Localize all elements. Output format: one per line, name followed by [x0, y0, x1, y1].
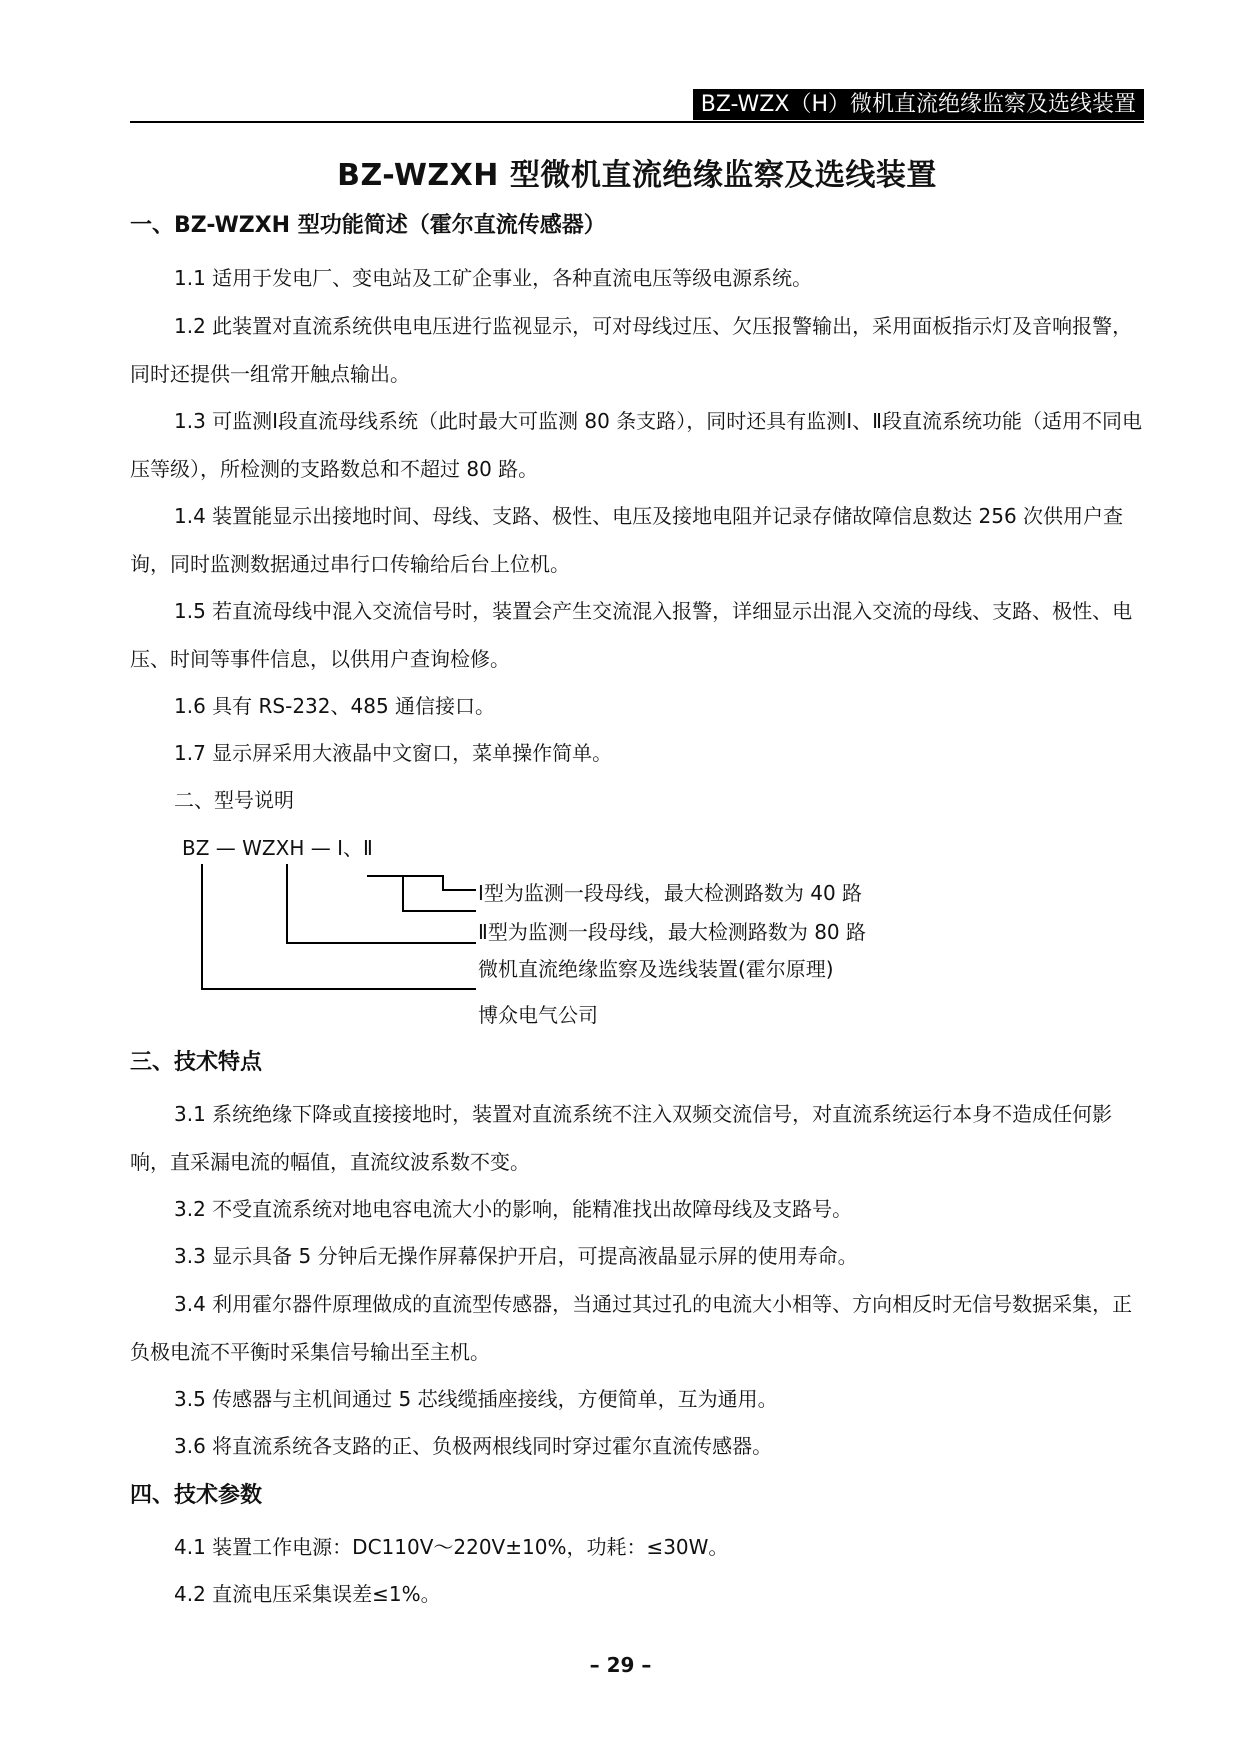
- paragraph-1-2: 1.2 此装置对直流系统供电电压进行监视显示，可对母线过压、欠压报警输出，采用面板指示灯及音响报警，同时还提供一组常开触点输出。: [130, 314, 1133, 386]
- paragraph-3-2: 3.2 不受直流系统对地电容电流大小的影响，能精准找出故障母线及支路号。: [174, 1197, 853, 1221]
- paragraph-3-3: 3.3 显示具备 5 分钟后无操作屏幕保护开启，可提高液晶显示屏的使用寿命。: [174, 1244, 858, 1268]
- leader-type-1: [442, 889, 476, 891]
- section-3-heading: 三、技术特点: [130, 1050, 263, 1075]
- paragraph-1-5: 1.5 若直流母线中混入交流信号时，装置会产生交流混入报警，详细显示出混入交流的母线、支路、极性、电压、时间等事件信息，以供用户查询检修。: [130, 599, 1133, 671]
- paragraph-3-4: 3.4 利用霍尔器件原理做成的直流型传感器，当通过其过孔的电流大小相等、方向相反时无信号数据采集，正负极电流不平衡时采集信号输出至主机。: [130, 1292, 1133, 1364]
- section-4-heading: 四、技术参数: [130, 1483, 263, 1508]
- document-title: BZ-WZXH 型微机直流绝缘监察及选线装置: [337, 158, 937, 193]
- section-1-heading: 一、BZ-WZXH 型功能简述（霍尔直流传感器）: [130, 213, 606, 238]
- paragraph-1-6: 1.6 具有 RS-232、485 通信接口。: [174, 694, 496, 718]
- label-device-name: 微机直流绝缘监察及选线装置(霍尔原理): [478, 957, 834, 981]
- leader-bz-vertical: [201, 864, 203, 989]
- paragraph-1-1: 1.1 适用于发电厂、变电站及工矿企事业，各种直流电压等级电源系统。: [174, 266, 813, 290]
- bracket-branch-line: [402, 910, 476, 912]
- model-code: BZ — WZXH — Ⅰ、Ⅱ: [182, 836, 373, 860]
- paragraph-3-5: 3.5 传感器与主机间通过 5 芯线缆插座接线，方便简单，互为通用。: [174, 1387, 778, 1411]
- bracket-vertical-line: [402, 875, 404, 911]
- paragraph-3-6: 3.6 将直流系统各支路的正、负极两根线同时穿过霍尔直流传感器。: [174, 1434, 773, 1458]
- paragraph-1-4: 1.4 装置能显示出接地时间、母线、支路、极性、电压及接地电阻并记录存储故障信息数达 256 次供用户查询，同时监测数据通过串行口传输给后台上位机。: [130, 504, 1124, 576]
- label-type-1: Ⅰ型为监测一段母线，最大检测路数为 40 路: [478, 881, 863, 905]
- paragraph-3-1: 3.1 系统绝缘下降或直接接地时，装置对直流系统不注入双频交流信号，对直流系统运行本身不造成任何影响，直采漏电流的幅值，直流纹波系数不变。: [130, 1102, 1113, 1174]
- paragraph-1-7: 1.7 显示屏采用大液晶中文窗口，菜单操作简单。: [174, 741, 613, 765]
- leader-wzxh-horizontal: [286, 942, 476, 944]
- leader-bz-horizontal: [201, 988, 476, 990]
- running-header: BZ-WZX（H）微机直流绝缘监察及选线装置: [693, 89, 1144, 120]
- label-company: 博众电气公司: [478, 1003, 598, 1027]
- label-type-2: Ⅱ型为监测一段母线，最大检测路数为 80 路: [478, 920, 867, 944]
- paragraph-4-2: 4.2 直流电压采集误差≤1%。: [174, 1582, 441, 1606]
- page-number: – 29 –: [589, 1653, 652, 1677]
- bracket-top-line: [367, 875, 442, 877]
- header-rule: [130, 121, 1144, 123]
- paragraph-4-1: 4.1 装置工作电源：DC110V～220V±10%，功耗：≤30W。: [174, 1535, 729, 1559]
- paragraph-1-3: 1.3 可监测Ⅰ段直流母线系统（此时最大可监测 80 条支路），同时还具有监测Ⅰ、Ⅱ段直流系统功能（适用不同电压等级），所检测的支路数总和不超过 80 路。: [130, 409, 1142, 481]
- leader-wzxh-vertical: [286, 864, 288, 943]
- section-2-heading: 二、型号说明: [174, 788, 294, 812]
